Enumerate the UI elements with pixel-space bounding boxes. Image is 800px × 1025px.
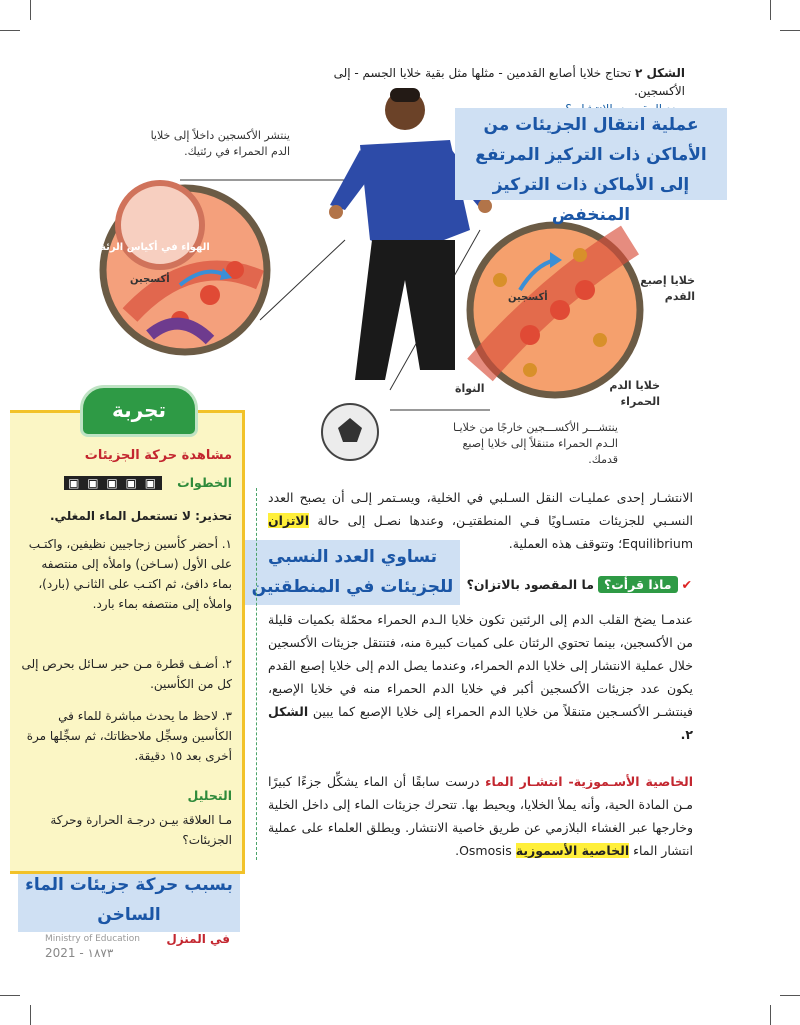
lungs-label: ينتشر الأكسجين داخلاً إلى خلايا الدم الحمراء في رئتيك. <box>150 129 290 158</box>
crop-mark <box>770 1005 771 1025</box>
steps-head: الخطوات <box>177 475 232 490</box>
paragraph-osmosis <box>268 770 693 862</box>
para2-text: عندمـا يضخ القلب الدم إلى الرئتين تكون خلايا الـدم الحمراء محمّلة بكميات قليلة من الأكسجين، بينما تحتوي الرئتان على كميات كبيرة منه، فتنتقل جزيئات الأكسجين خلال عملية الانتشار إلى خلايا الدم الحمراء، وعندما يصل الدم إلى خلايا إصبع القدم يكون عدد جزيئات الأكسجين أكبر في خلايا الدم الحمراء منه في خلايا الإصبع، فينتشـر الأكسـجين متنقلاً من خلايا الدم الحمراء إلى خلايا الإصبع كما يبين <box>268 612 693 719</box>
crop-mark <box>770 0 771 20</box>
diffuse-out-label: ينتشـــر الأكســـجين خارجًا من خلايـا الـدم الحمراء متنقلاً إلى خلايا إصبع قدمك. <box>453 421 618 466</box>
figure-ref: الشكل ٢. <box>268 704 693 742</box>
experiment-badge <box>80 385 198 437</box>
crop-mark <box>0 30 20 31</box>
analysis-head: التحليل <box>187 788 232 803</box>
experiment-title: مشاهدة حركة الجزيئات <box>84 448 232 463</box>
oxygen-label-right: أكسجين <box>508 292 548 303</box>
crop-mark <box>0 995 20 996</box>
osmosis-heading: الخاصية الأسـموزية- انتشـار الماء <box>485 774 693 789</box>
oxygen-label-left: أكسجين <box>130 274 170 285</box>
steps-header <box>20 472 232 491</box>
figure-label: الشكل ٢ <box>634 66 685 80</box>
experiment-badge-label: تجربة <box>111 398 166 422</box>
toe-cells-circle <box>470 225 640 395</box>
paragraph-oxygen-diffusion <box>268 608 693 746</box>
equilibrium-term: الاتزان <box>268 513 310 528</box>
paragraph-equilibrium <box>268 486 693 555</box>
quiz-badge: ماذا قرأت؟ <box>598 576 678 593</box>
rbc-label: خلايا الدم الحمراء <box>609 379 660 408</box>
column-divider <box>256 488 257 860</box>
analysis-question: مـا العلاقة بيـن درجـة الحرارة وحركة الجزيئات؟ <box>50 813 232 847</box>
home-label: في المنزل <box>166 932 230 946</box>
para3-tail: Osmosis. <box>455 843 512 858</box>
step-1: ١. أحضر كأسين زجاجيين نظيفين، واكتـب على الأول (سـاخن) واملأه إلى منتصفه بماء دافئ، ثم اكتـب على الثانـي (بارد)، واملأه إلى منتصفه بماء بارد. <box>28 537 232 611</box>
lung-alveoli-circle <box>103 183 267 352</box>
quiz-question: ما المقصود بالاتزان؟ <box>466 577 594 592</box>
para3-text: درست سابقًا أن الماء يشكِّل جزءًا كبيرًا مـن المادة الحية، وأنه يملأ الخلايا، ويحيط بها. تتحرك جزيئات الماء إلى داخل الخلية وخارجها عبر الغشاء البلازمي عن طريق خاصية الانتشار. ويطلق العلماء على عملية انتشار الماء <box>268 774 693 858</box>
air-sac-label: الهواء في أكياس الرئة <box>100 242 210 253</box>
quiz-row <box>460 577 692 592</box>
callout-equilibrium-definition: تساوي العدد النسبي للجزيئات في المنطقتين <box>245 540 460 605</box>
osmosis-term: الخاصية الأسموزية <box>515 843 630 858</box>
step-2: ٢. أضـف قطرة مـن حبر سـائل بحرص إلى كل من الكأسين. <box>21 657 232 691</box>
step-3: ٣. لاحظ ما يحدث مباشرة للماء في الكأسين وسجِّل ملاحظاتك، ثم سجِّلها مرة أخرى بعد ١٥ دقيقة. <box>26 709 232 763</box>
home-tab <box>150 932 230 952</box>
check-icon: ✔ <box>681 577 692 592</box>
figure-caption-text: تحتاج خلايا أصابع القدمين - مثلها مثل بقية خلايا الجسم - إلى الأكسجين. <box>333 66 685 98</box>
crop-mark <box>30 0 31 20</box>
crop-mark <box>780 30 800 31</box>
crop-mark <box>780 995 800 996</box>
callout-diffusion-definition: عملية انتقال الجزيئات من الأماكن ذات التركيز المرتفع إلى الأماكن ذات التركيز المنخفض <box>455 108 727 200</box>
para1-tail: Equilibrium؛ وتتوقف هذه العملية. <box>508 536 693 551</box>
ministry-watermark: Ministry of Education <box>45 934 140 944</box>
page-number: 2021 - ١٨٧٣ <box>45 946 114 960</box>
para1-text: الانتشـار إحدى عمليـات النقل السـلبي في الخلية، ويسـتمر إلـى أن يصبح العدد النسـبي للجزيئات متسـاويًا فـي المنطقتيـن، وعندها نصـل إلى حالة <box>268 490 693 528</box>
nucleus-label: النواة <box>455 382 485 395</box>
callout-analysis-answer: بسبب حركة جزيئات الماء الساخن <box>18 868 240 932</box>
safety-icons: ▣ ▣ ▣ ▣ ▣ <box>64 476 162 490</box>
toe-cells-label: خلايا إصبع القدم <box>640 274 695 303</box>
crop-mark <box>30 1005 31 1025</box>
warning-text: تحذير: لا تستعمل الماء المغلي. <box>50 509 232 523</box>
